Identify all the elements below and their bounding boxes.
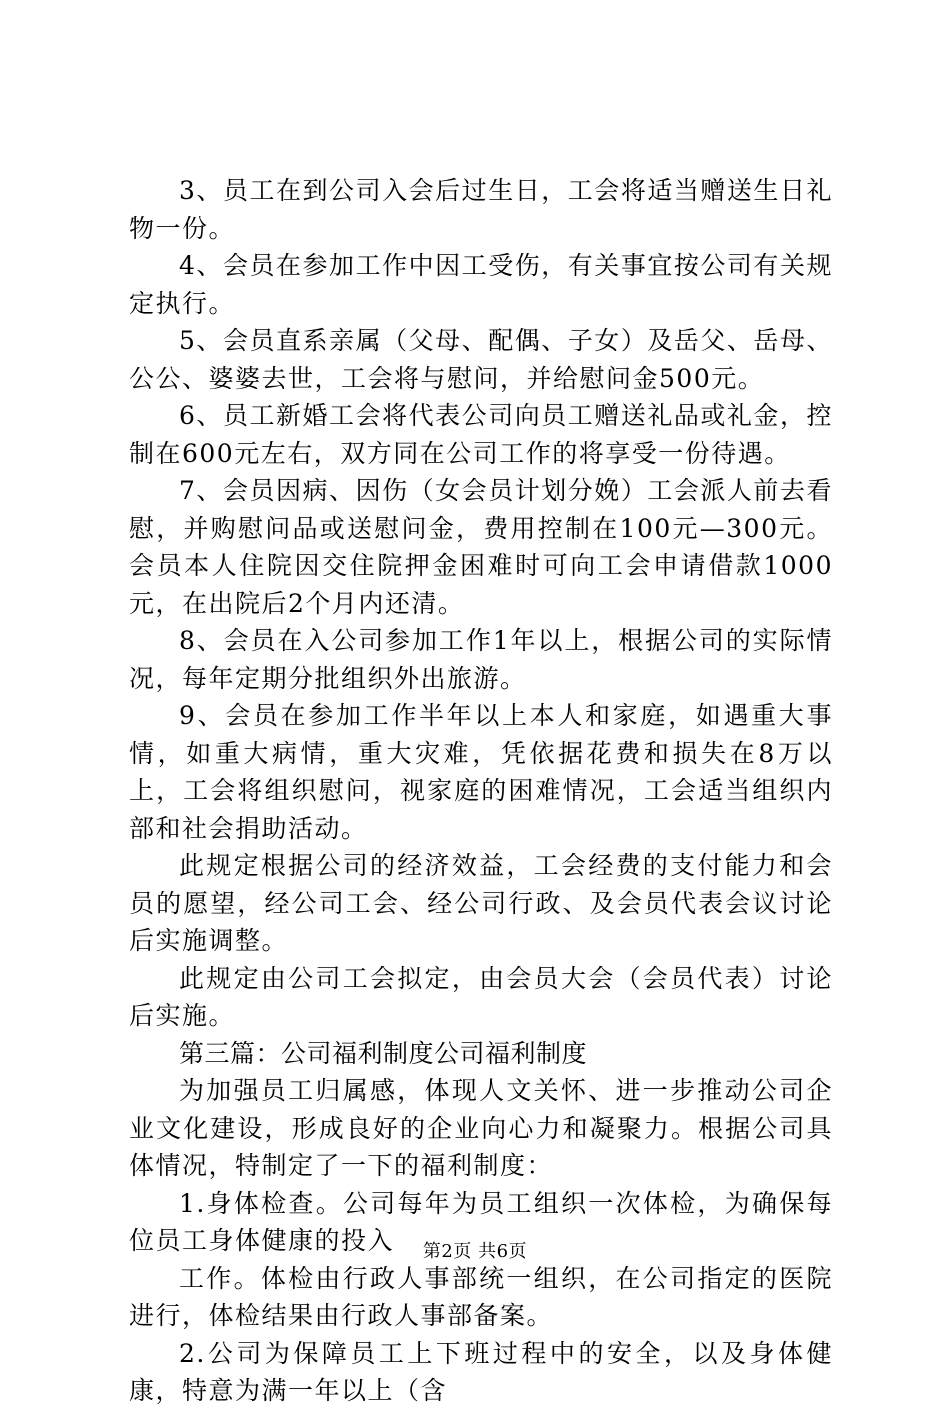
document-body: [129, 172, 833, 1410]
paragraph-sickness-visit: 7、会员因病、因伤（女会员计划分娩）工会派人前去看慰，并购慰问品或送慰问金，费用控制在100元—300元。会员本人住院因交住院押金困难时可向工会申请借款1000元，在出院后2个月内还清。: [129, 476, 833, 618]
paragraph-wedding-gift: 6、员工新婚工会将代表公司向员工赠送礼品或礼金，控制在600元左右，双方同在公司工作的将享受一份待遇。: [129, 401, 833, 468]
paragraph-health-check-cont: 工作。体检由行政人事部统一组织，在公司指定的医院进行，体检结果由行政人事部备案。: [129, 1263, 833, 1330]
section-heading: 第三篇：公司福利制度公司福利制度: [179, 1038, 588, 1068]
paragraph-travel: 8、会员在入公司参加工作1年以上，根据公司的实际情况，每年定期分批组织外出旅游。: [129, 626, 833, 693]
paragraph-adjustment: 此规定根据公司的经济效益，工会经费的支付能力和会员的愿望，经公司工会、经公司行政、及会员代表会议讨论后实施调整。: [129, 851, 833, 955]
paragraph-work-injury: 4、会员在参加工作中因工受伤，有关事宜按公司有关规定执行。: [129, 251, 833, 318]
paragraph-commute-safety: 2.公司为保障员工上下班过程中的安全，以及身体健康，特意为满一年以上（含: [129, 1338, 833, 1405]
page-footer: 第2页 共6页: [422, 1241, 528, 1262]
paragraph-birthday-gift: 3、员工在到公司入会后过生日，工会将适当赠送生日礼物一份。: [129, 176, 833, 243]
paragraph-welfare-intro: 为加强员工归属感，体现人文关怀、进一步推动公司企业文化建设，形成良好的企业向心力和凝聚力。根据公司具体情况，特制定了一下的福利制度：: [129, 1076, 833, 1180]
paragraph-major-event: 9、会员在参加工作半年以上本人和家庭，如遇重大事情，如重大病情，重大灾难，凭依据花费和损失在8万以上，工会将组织慰问，视家庭的困难情况，工会适当组织内部和社会捐助活动。: [129, 701, 833, 843]
paragraph-bereavement: 5、会员直系亲属（父母、配偶、子女）及岳父、岳母、公公、婆婆去世，工会将与慰问，并给慰问金500元。: [129, 326, 833, 393]
paragraph-drafting: 此规定由公司工会拟定，由会员大会（会员代表）讨论后实施。: [129, 963, 833, 1030]
paragraph-health-check: 1.身体检查。公司每年为员工组织一次体检，为确保每位员工身体健康的投入: [129, 1188, 833, 1255]
